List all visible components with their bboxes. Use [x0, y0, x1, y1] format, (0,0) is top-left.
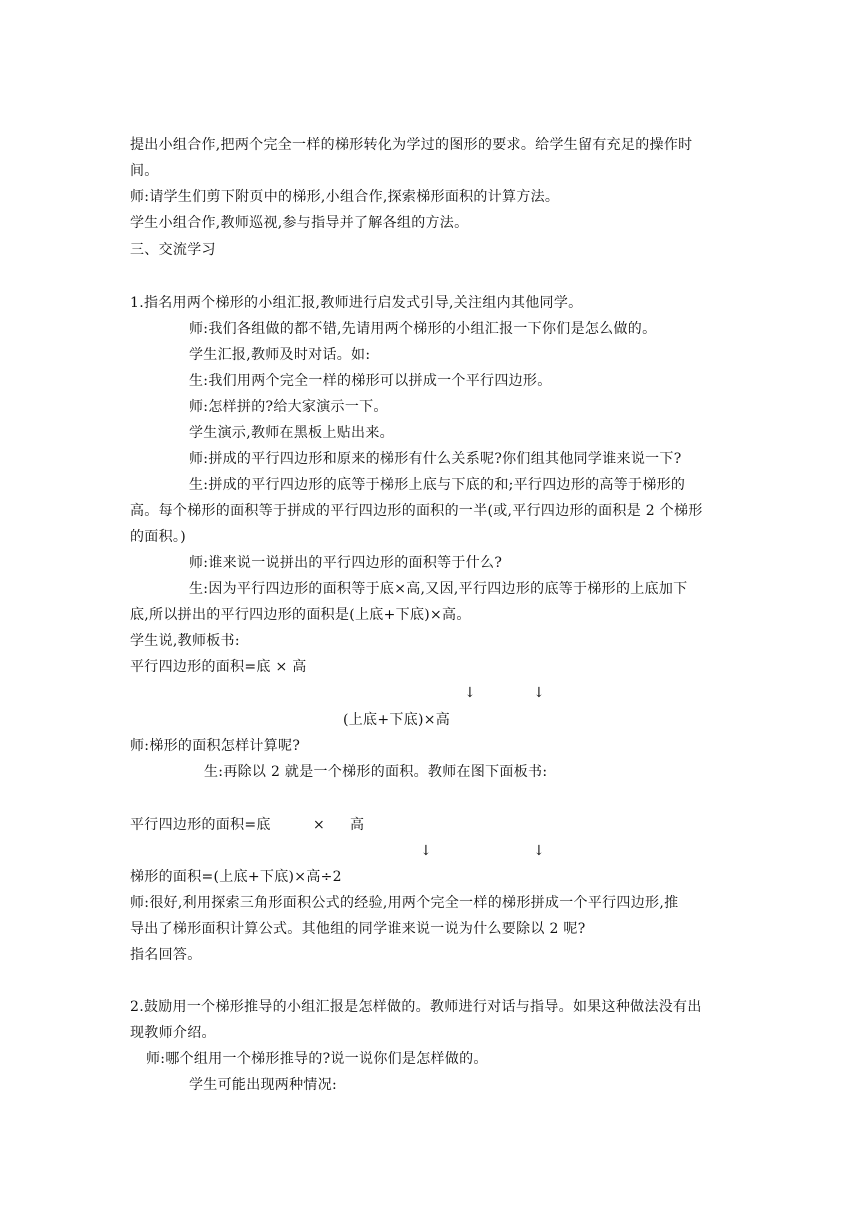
formula-times: ×: [313, 817, 326, 833]
paragraph-line: 生:再除以 2 就是一个梯形的面积。教师在图下面板书:: [204, 764, 548, 780]
formula-line: 梯形的面积=(上底+下底)×高÷2: [130, 869, 342, 885]
paragraph-line: 2.鼓励用一个梯形推导的小组汇报是怎样做的。教师进行对话与指导。如果这种做法没有出: [130, 999, 702, 1015]
paragraph-line: 学生汇报,教师及时对话。如:: [189, 347, 371, 363]
formula-line: (上底+下底)×高: [343, 712, 451, 728]
paragraph-line: 师:怎样拼的?给大家演示一下。: [189, 399, 388, 415]
paragraph-line: 导出了梯形面积计算公式。其他组的同学谁来说一说为什么要除以 2 呢?: [130, 921, 586, 937]
paragraph-line: 师:谁来说一说拼出的平行四边形的面积等于什么?: [189, 555, 503, 571]
paragraph-line: 现教师介绍。: [130, 1025, 216, 1041]
paragraph-line: 学生演示,教师在黑板上贴出来。: [189, 425, 394, 441]
paragraph-line: 1.指名用两个梯形的小组汇报,教师进行启发式引导,关注组内其他同学。: [130, 295, 583, 311]
down-arrow-icon: ↓: [464, 685, 477, 701]
paragraph-line: 指名回答。: [130, 947, 202, 963]
paragraph-line: 生:拼成的平行四边形的底等于梯形上底与下底的和;平行四边形的高等于梯形的: [189, 477, 686, 493]
formula-height: 高: [350, 817, 365, 833]
down-arrow-icon: ↓: [533, 685, 546, 701]
section-heading: 三、交流学习: [130, 242, 216, 258]
paragraph-line: 高。每个梯形的面积等于拼成的平行四边形的面积的一半(或,平行四边形的面积是 2 个梯形: [130, 503, 703, 519]
paragraph-line: 师:请学生们剪下附页中的梯形,小组合作,探索梯形面积的计算方法。: [130, 189, 560, 205]
paragraph-line: 底,所以拼出的平行四边形的面积是(上底+下底)×高。: [130, 607, 471, 623]
down-arrow-icon: ↓: [533, 843, 546, 859]
paragraph-line: 师:拼成的平行四边形和原来的梯形有什么关系呢?你们组其他同学谁来说一下?: [189, 451, 682, 467]
paragraph-line: 师:哪个组用一个梯形推导的?说一说你们是怎样做的。: [146, 1051, 488, 1067]
paragraph-line: 生:因为平行四边形的面积等于底×高,又因,平行四边形的底等于梯形的上底加下: [189, 581, 688, 597]
paragraph-line: 学生说,教师板书:: [130, 633, 240, 649]
paragraph-line: 学生小组合作,教师巡视,参与指导并了解各组的方法。: [130, 215, 469, 231]
paragraph-line: 生:我们用两个完全一样的梯形可以拼成一个平行四边形。: [189, 373, 552, 389]
paragraph-line: 师:我们各组做的都不错,先请用两个梯形的小组汇报一下你们是怎么做的。: [189, 321, 657, 337]
paragraph-line: 师:梯形的面积怎样计算呢?: [130, 738, 301, 754]
paragraph-line: 间。: [130, 163, 159, 179]
paragraph-line: 学生可能出现两种情况:: [189, 1077, 338, 1093]
formula-line: 平行四边形的面积=底: [130, 817, 271, 833]
paragraph-line: 的面积。): [130, 529, 186, 545]
paragraph-line: 师:很好,利用探索三角形面积公式的经验,用两个完全一样的梯形拼成一个平行四边形,推: [130, 895, 679, 911]
down-arrow-icon: ↓: [420, 843, 433, 859]
formula-line: 平行四边形的面积=底 × 高: [130, 659, 307, 675]
paragraph-line: 提出小组合作,把两个完全一样的梯形转化为学过的图形的要求。给学生留有充足的操作时: [130, 137, 693, 153]
